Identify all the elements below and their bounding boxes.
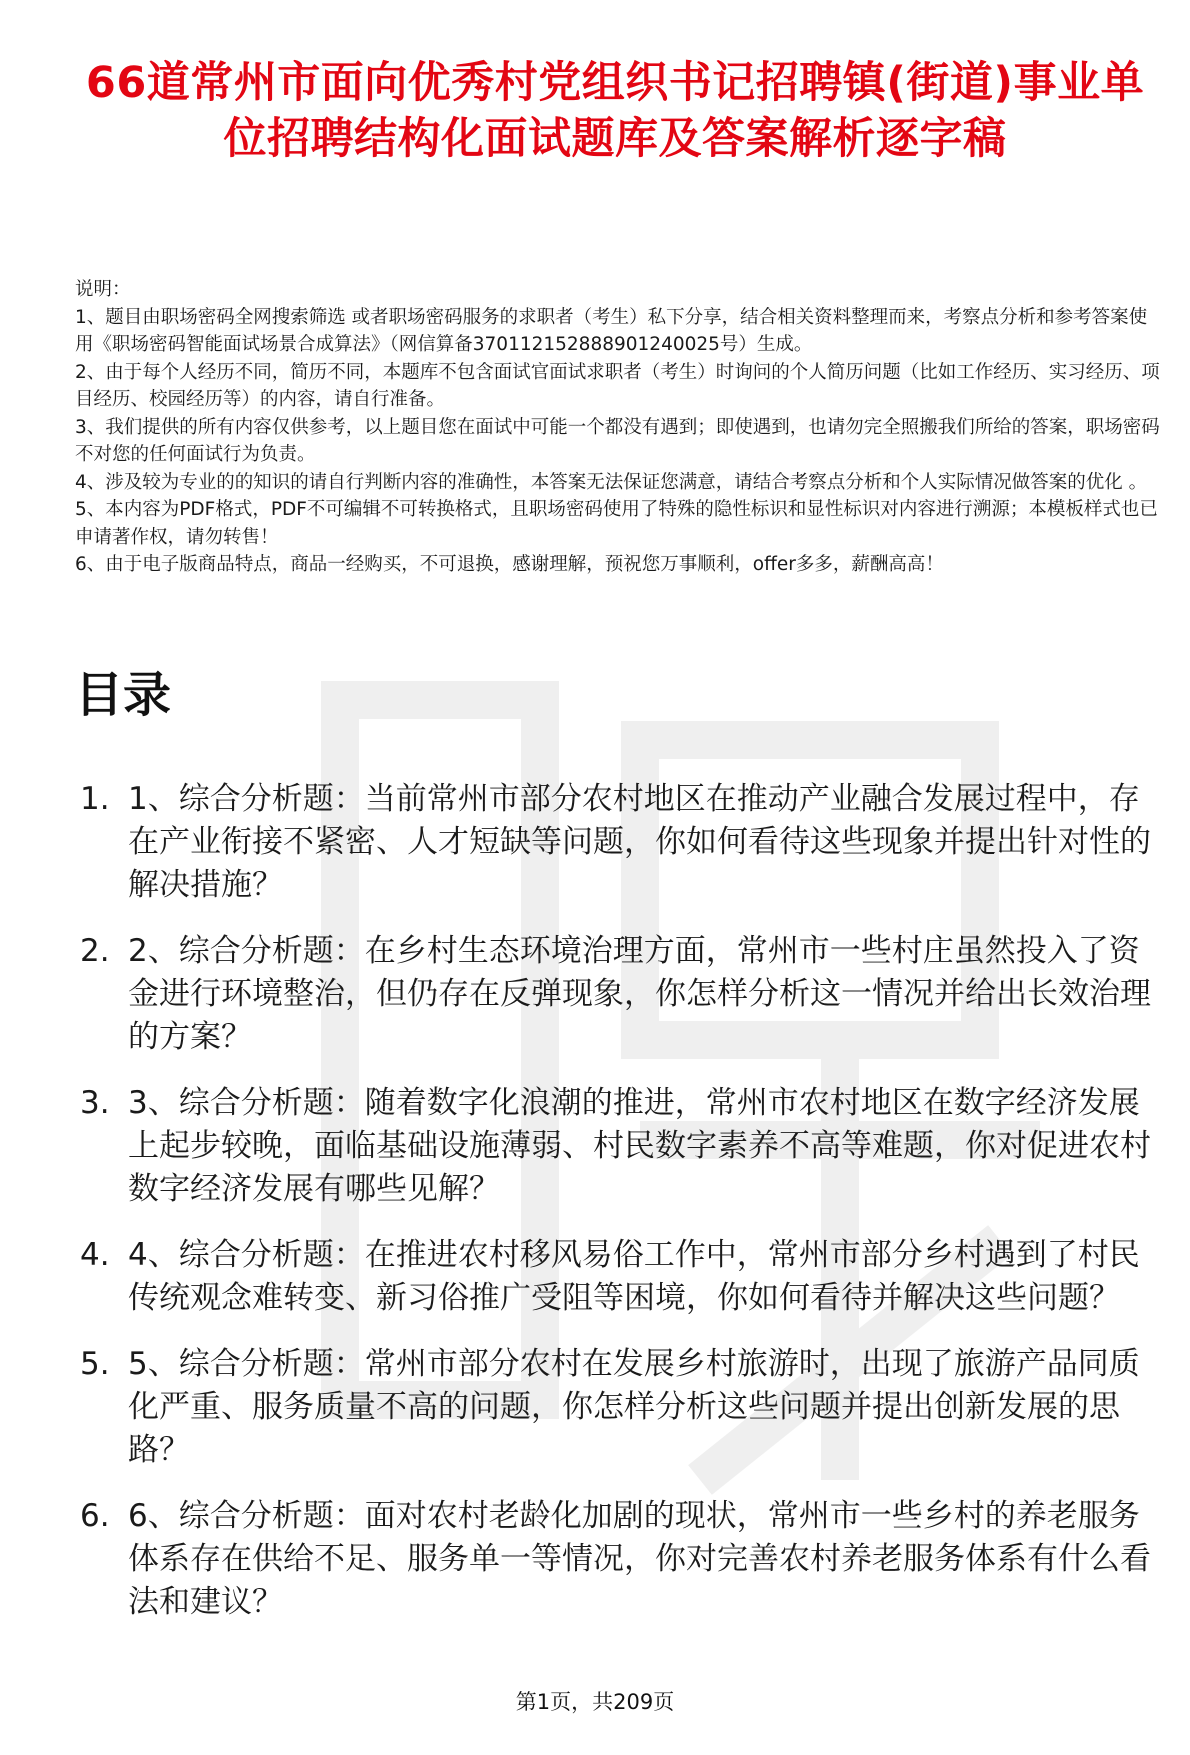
- notes-section: [75, 276, 1165, 579]
- notes-heading: 说明：: [75, 279, 131, 300]
- toc-item[interactable]: [75, 930, 1167, 1059]
- notes-item: 1、题目由职场密码全网搜索筛选 或者职场密码服务的求职者（考生）私下分享，结合相关资料整理而来，考察点分析和参考答案使用《职场密码智能面试场景合成算法》（网信算备370112152888901240025号）生成。: [75, 306, 1148, 355]
- toc-item-text: 3、综合分析题：随着数字化浪潮的推进，常州市农村地区在数字经济发展上起步较晚，面临基础设施薄弱、村民数字素养不高等难题，你对促进农村数字经济发展有哪些见解？: [128, 1085, 1151, 1207]
- toc-item-text: 2、综合分析题：在乡村生态环境治理方面，常州市一些村庄虽然投入了资金进行环境整治，但仍存在反弹现象，你怎样分析这一情况并给出长效治理的方案？: [128, 933, 1151, 1055]
- notes-item: 3、我们提供的所有内容仅供参考，以上题目您在面试中可能一个都没有遇到；即使遇到，也请勿完全照搬我们所给的答案，职场密码不对您的任何面试行为负责。: [75, 416, 1160, 465]
- toc-item[interactable]: [75, 1343, 1167, 1472]
- notes-item: 4、涉及较为专业的的知识的请自行判断内容的准确性，本答案无法保证您满意，请结合考察点分析和个人实际情况做答案的优化 。: [75, 471, 1148, 493]
- toc-item[interactable]: [75, 778, 1167, 907]
- table-of-contents: [75, 778, 1167, 1647]
- notes-item: 2、由于每个人经历不同，简历不同，本题库不包含面试官面试求职者（考生）时询问的个人简历问题（比如工作经历、实习经历、项目经历、校园经历等）的内容，请自行准备。: [75, 361, 1160, 410]
- toc-item-text: 1、综合分析题：当前常州市部分农村地区在推动产业融合发展过程中，存在产业衔接不紧密、人才短缺等问题，你如何看待这些现象并提出针对性的解决措施？: [128, 781, 1151, 903]
- toc-item-text: 4、综合分析题：在推进农村移风易俗工作中，常州市部分乡村遇到了村民传统观念难转变、新习俗推广受阻等困境，你如何看待并解决这些问题？: [128, 1237, 1140, 1316]
- toc-item-number: 5.: [80, 1346, 110, 1382]
- toc-item-text: 5、综合分析题：常州市部分农村在发展乡村旅游时，出现了旅游产品同质化严重、服务质量不高的问题，你怎样分析这些问题并提出创新发展的思路？: [128, 1346, 1140, 1468]
- toc-item-number: 6.: [80, 1498, 110, 1534]
- toc-item[interactable]: [75, 1234, 1167, 1320]
- toc-item-number: 2.: [80, 933, 110, 969]
- toc-item[interactable]: [75, 1082, 1167, 1211]
- toc-heading: 目录: [75, 667, 172, 723]
- toc-item-number: 4.: [80, 1237, 110, 1273]
- toc-item-number: 3.: [80, 1085, 110, 1121]
- notes-item: 5、本内容为PDF格式，PDF不可编辑不可转换格式，且职场密码使用了特殊的隐性标识和显性标识对内容进行溯源；本模板样式也已申请著作权，请勿转售！: [75, 499, 1158, 548]
- page-number: 第1页，共209页: [515, 1690, 675, 1714]
- notes-item: 6、由于电子版商品特点，商品一经购买，不可退换，感谢理解，预祝您万事顺利，offer多多，薪酬高高！: [75, 554, 944, 575]
- toc-item-number: 1.: [80, 781, 110, 817]
- document-title: 66道常州市面向优秀村党组织书记招聘镇(街道)事业单位招聘结构化面试题库及答案解析逐字稿: [85, 58, 1145, 164]
- toc-item-text: 6、综合分析题：面对农村老龄化加剧的现状，常州市一些乡村的养老服务体系存在供给不足、服务单一等情况，你对完善农村养老服务体系有什么看法和建议？: [128, 1498, 1151, 1620]
- toc-item[interactable]: [75, 1495, 1167, 1624]
